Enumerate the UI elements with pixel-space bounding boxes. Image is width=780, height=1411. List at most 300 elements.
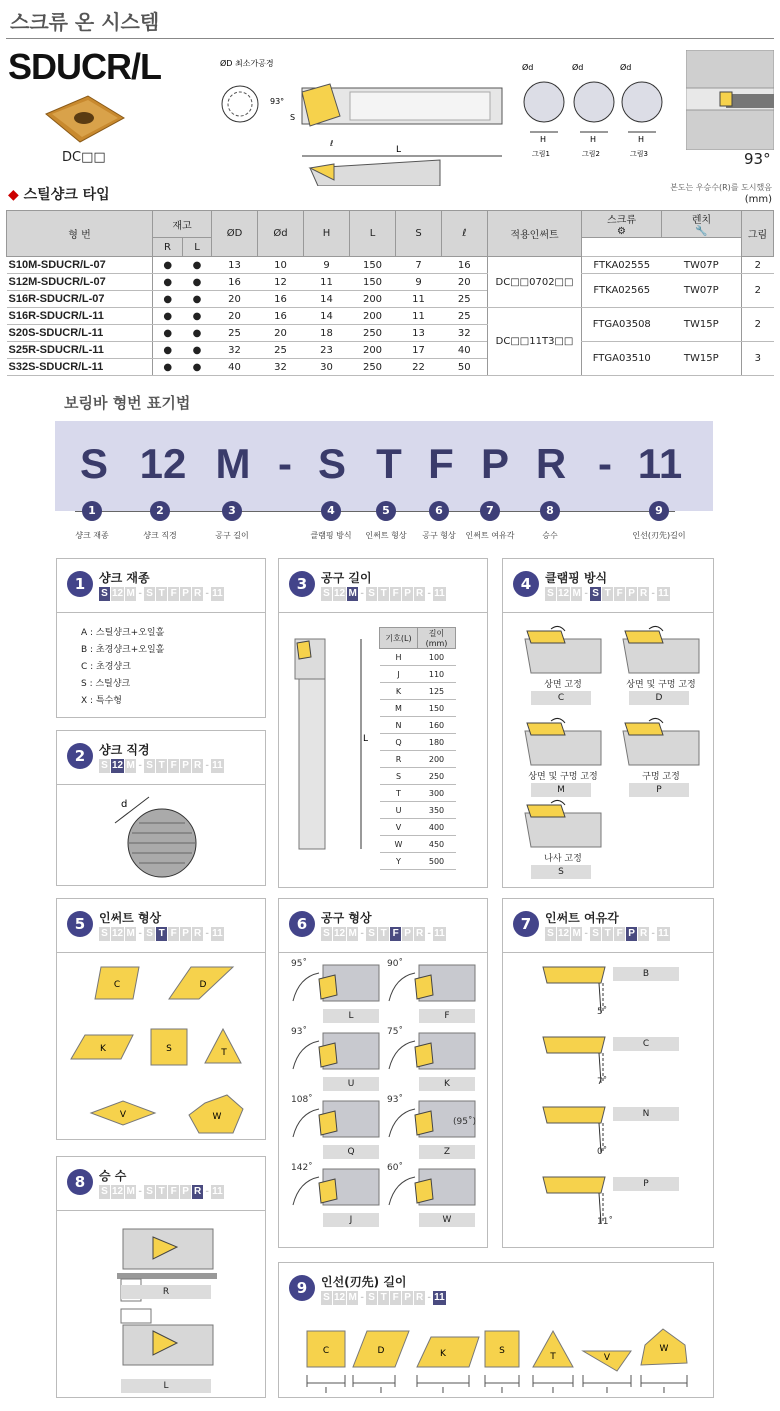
cell-d: 10 [258, 257, 304, 274]
tool-shape-angle2: (95˚) [453, 1117, 476, 1127]
mini-char: - [205, 1186, 209, 1197]
length-code: T [380, 785, 418, 802]
mini-char: - [205, 928, 209, 939]
mini-char: - [584, 928, 588, 939]
cell-model: S25R-SDUCR/L-11 [7, 342, 153, 359]
mini-char: 12 [334, 928, 346, 939]
tool-shape-code: U [323, 1077, 379, 1091]
length-value: 125 [418, 683, 456, 700]
length-value: 450 [418, 836, 456, 853]
length-value: 100 [418, 649, 456, 666]
mini-char: 11 [434, 1292, 445, 1303]
cell-L: 200 [350, 291, 396, 308]
L-label: L [396, 145, 402, 155]
clamp-drawing [619, 625, 703, 675]
cell-L: 200 [350, 342, 396, 359]
clamp-code: P [629, 783, 689, 797]
mini-char: S [366, 587, 377, 601]
th-L: L [350, 211, 396, 257]
fig3-label: 그림3 [630, 150, 648, 158]
length-row [380, 768, 456, 785]
tool-shape-code: F [419, 1009, 475, 1023]
od-label-1: Ød [522, 63, 534, 72]
cell-d: 16 [258, 291, 304, 308]
mini-char: F [390, 1291, 401, 1305]
clamp-code: D [629, 691, 689, 705]
cell-wrench: TW15P [662, 308, 742, 342]
mini-code [99, 1185, 224, 1199]
mini-char: S [366, 1291, 377, 1305]
cell-D: 32 [212, 342, 258, 359]
cell-S: 7 [396, 257, 442, 274]
step-number: 8 [540, 501, 560, 521]
cell-r: ● [153, 291, 183, 308]
cell-r: ● [153, 308, 183, 325]
mini-char: - [427, 928, 431, 939]
mini-char: - [584, 588, 588, 599]
clearance-angle: 0˚ [597, 1147, 608, 1157]
mini-char: F [614, 927, 625, 941]
length-row [380, 853, 456, 870]
th-D: ØD [212, 211, 258, 257]
length-code: W [380, 836, 418, 853]
mini-char: S [144, 759, 155, 773]
th-fig: 그림 [742, 211, 774, 257]
code-char: - [598, 440, 612, 487]
step-number: 3 [222, 501, 242, 521]
cell-d: 12 [258, 274, 304, 291]
length-value: 110 [418, 666, 456, 683]
page-header: 스크류 온 시스템 [10, 10, 160, 34]
mini-char: 11 [434, 928, 445, 939]
length-code: R [380, 751, 418, 768]
length-code: U [380, 802, 418, 819]
length-row [380, 683, 456, 700]
mini-char: 12 [558, 588, 570, 599]
mini-char: - [138, 760, 142, 771]
cell-S: 17 [396, 342, 442, 359]
mini-char: R [416, 928, 424, 939]
section-title: 스틸샹크 타입 [23, 187, 110, 203]
cell-wrench: TW07P [662, 274, 742, 308]
clamp-code: S [531, 865, 591, 879]
cell-model: S12M-SDUCR/L-07 [7, 274, 153, 291]
edge-shape-label: C [322, 1346, 330, 1356]
length-code: H [380, 649, 418, 666]
p5-shape-6: W [212, 1112, 222, 1122]
tool-length-drawing [287, 629, 377, 859]
insert-shapes [57, 955, 265, 1135]
length-value: 300 [418, 785, 456, 802]
cell-l: ● [183, 359, 212, 376]
code-char: R [535, 440, 567, 487]
length-row [380, 836, 456, 853]
cell-D: 13 [212, 257, 258, 274]
cell-L: 150 [350, 257, 396, 274]
table-row [7, 342, 774, 359]
length-row [380, 666, 456, 683]
code-char: - [278, 440, 292, 487]
clamp-label: 구멍 고정 [642, 772, 680, 782]
code-char: P [480, 440, 510, 487]
code-char: 12 [139, 440, 187, 487]
mini-char: M [348, 928, 357, 939]
section-bullet-icon: ◆ [8, 187, 19, 203]
mini-char: R [640, 588, 648, 599]
main-angle: 93° [744, 150, 771, 168]
clamp-label: 상면 고정 [544, 680, 582, 690]
cell-l: ● [183, 308, 212, 325]
step-number: 5 [376, 501, 396, 521]
h-label-2: H [590, 135, 597, 144]
th-screw [582, 211, 662, 238]
length-value: 150 [418, 700, 456, 717]
step-label: 클램핑 방식 [310, 531, 352, 540]
mini-char: 11 [658, 928, 669, 939]
cell-d: 25 [258, 342, 304, 359]
mini-char: - [205, 760, 209, 771]
mini-char: S [99, 587, 110, 601]
cell-l2: 25 [442, 291, 488, 308]
tool-shape-angle: 95˚ [291, 959, 307, 969]
tool-shape-code: L [323, 1009, 379, 1023]
step-number: 2 [150, 501, 170, 521]
mini-char: S [99, 759, 110, 773]
model-title: SDUCR/L [8, 46, 161, 87]
len-col1: 기호(L) [380, 628, 418, 649]
angle-label: 93° [270, 97, 285, 106]
mini-code [321, 1291, 446, 1305]
cell-l: ● [183, 274, 212, 291]
length-code: N [380, 717, 418, 734]
cell-l: ● [183, 257, 212, 274]
step-number: 1 [82, 501, 102, 521]
tool-shape-code: W [419, 1213, 475, 1227]
cell-L: 250 [350, 359, 396, 376]
length-value: 400 [418, 819, 456, 836]
mini-code [99, 927, 224, 941]
mini-char: M [126, 760, 135, 771]
header-divider [6, 38, 774, 39]
mini-char: P [180, 587, 191, 601]
mini-char: 11 [212, 588, 223, 599]
clamp-label: 나사 고정 [544, 854, 582, 864]
l-label: ℓ [330, 139, 334, 148]
panel-shank-material [56, 558, 266, 718]
clamp-code: C [531, 691, 591, 705]
mini-char: M [348, 1292, 357, 1303]
length-value: 500 [418, 853, 456, 870]
tool-shape-angle: 108˚ [291, 1095, 313, 1105]
clearance-angle: 11˚ [597, 1217, 613, 1227]
cell-fig: 2 [742, 274, 774, 308]
p5-shape-5: V [119, 1110, 127, 1120]
cell-l: ● [183, 325, 212, 342]
edge-shape-label: W [659, 1344, 669, 1354]
mini-char: 11 [434, 588, 445, 599]
cell-L: 200 [350, 308, 396, 325]
cell-S: 9 [396, 274, 442, 291]
cell-H: 30 [304, 359, 350, 376]
step-label: 승수 [542, 531, 558, 540]
cell-insert: DC□□0702□□ [488, 257, 582, 308]
insert-photo [38, 92, 128, 148]
p5-shape-2: K [100, 1044, 106, 1054]
length-row [380, 700, 456, 717]
tool-shape-angle: 60˚ [387, 1163, 403, 1173]
th-S: S [396, 211, 442, 257]
cell-S: 22 [396, 359, 442, 376]
th-wrench [662, 211, 742, 238]
L-length-label: L [363, 734, 369, 744]
tool-shape-angle: 142˚ [291, 1163, 313, 1173]
cell-model: S32S-SDUCR/L-11 [7, 359, 153, 376]
p7-num: 7 [513, 911, 539, 937]
mini-char: 11 [658, 588, 669, 599]
mini-char: S [366, 927, 377, 941]
tool-shape-angle: 90˚ [387, 959, 403, 969]
mini-char: F [168, 927, 179, 941]
cell-H: 9 [304, 257, 350, 274]
th-r: R [153, 238, 183, 257]
cell-insert: DC□□11T3□□ [488, 308, 582, 376]
code-char: 11 [637, 440, 683, 487]
unit-label: (mm) [744, 194, 772, 205]
mini-char: T [156, 759, 167, 773]
mini-char: - [360, 588, 364, 599]
mini-char: 12 [334, 588, 346, 599]
length-value: 250 [418, 768, 456, 785]
code-char: T [376, 440, 402, 487]
p9-num: 9 [289, 1275, 315, 1301]
mini-char: S [321, 1291, 332, 1305]
cell-l2: 16 [442, 257, 488, 274]
cell-d: 32 [258, 359, 304, 376]
th-model: 형 번 [7, 211, 153, 257]
length-row [380, 785, 456, 802]
shank-material-list [81, 625, 164, 710]
th-stock: 재고 [153, 211, 212, 238]
mini-char: T [378, 1291, 389, 1305]
mini-char: F [614, 587, 625, 601]
od-label-3: Ød [620, 63, 632, 72]
notation-title: 보링바 형번 표기법 [64, 394, 191, 412]
shank-material-item: B : 초경샹크+오일홀 [81, 645, 165, 655]
mini-char: S [590, 927, 601, 941]
mini-char: S [99, 927, 110, 941]
s-label: S [290, 113, 296, 122]
th-insert: 적용인써트 [488, 211, 582, 257]
p2-title: 샹크 직경 [99, 743, 150, 757]
p8-title: 승 수 [99, 1169, 127, 1183]
p1-title: 샹크 재종 [99, 571, 150, 585]
hand-drawings [57, 1213, 265, 1393]
cell-l: ● [183, 291, 212, 308]
clearance-code: C [613, 1037, 679, 1051]
mini-char: S [144, 927, 155, 941]
mini-char: - [651, 588, 655, 599]
cell-S: 13 [396, 325, 442, 342]
mini-char: F [168, 759, 179, 773]
cell-l2: 32 [442, 325, 488, 342]
hand-L: L [121, 1379, 211, 1393]
th-l-stock: L [183, 238, 212, 257]
length-row [380, 649, 456, 666]
d-label: d [121, 799, 128, 810]
mini-char: P [402, 927, 413, 941]
cell-screw: FTGA03510 [582, 342, 662, 376]
mini-code [99, 587, 224, 601]
mini-char: S [321, 927, 332, 941]
edge-shape-label: V [603, 1353, 611, 1363]
cell-l2: 25 [442, 308, 488, 325]
tool-shape-angle: 93˚ [387, 1095, 403, 1105]
tool-drawing [210, 56, 510, 186]
fig1-label: 그림1 [532, 150, 550, 158]
step-label: 인써트 형상 [365, 531, 407, 540]
p9-title: 인선(刃先) 길이 [321, 1275, 407, 1289]
clamp-label: 상면 및 구멍 고정 [626, 680, 696, 690]
mini-char: F [168, 587, 179, 601]
step-label: 샹크 직경 [143, 531, 177, 540]
mini-char: - [360, 1292, 364, 1303]
cell-r: ● [153, 325, 183, 342]
length-value: 350 [418, 802, 456, 819]
step-number: 4 [321, 501, 341, 521]
shank-material-item: S : 스틸샹크 [81, 679, 131, 689]
cell-screw: FTKA02565 [582, 274, 662, 308]
mini-char: T [156, 587, 167, 601]
mini-char: T [602, 587, 613, 601]
p5-num: 5 [67, 911, 93, 937]
edge-length-l: l [662, 1386, 666, 1395]
clamp-drawing [521, 625, 605, 675]
length-code: S [380, 768, 418, 785]
cell-screw: FTKA02555 [582, 257, 662, 274]
mini-char: - [138, 1186, 142, 1197]
p6-title: 공구 형상 [321, 911, 372, 925]
mini-char: M [572, 588, 581, 599]
panel-clearance-angle [502, 898, 714, 1248]
tool-shape-code: Q [323, 1145, 379, 1159]
len-col2: 길이(mm) [418, 628, 456, 649]
p4-title: 클램핑 방식 [545, 571, 608, 585]
cell-D: 40 [212, 359, 258, 376]
mini-char: - [138, 928, 142, 939]
spec-table [6, 210, 774, 376]
mini-char: R [194, 760, 202, 771]
code-char: S [317, 440, 347, 487]
length-code: K [380, 683, 418, 700]
application-view [686, 50, 774, 150]
cell-model: S20S-SDUCR/L-11 [7, 325, 153, 342]
mini-char: S [321, 587, 332, 601]
steel-shank-section [8, 184, 110, 204]
clearance-code: N [613, 1107, 679, 1121]
mini-char: - [360, 928, 364, 939]
code-char: F [428, 440, 454, 487]
cell-fig: 3 [742, 342, 774, 376]
step-label: 공구 형상 [422, 531, 456, 540]
p3-num: 3 [289, 571, 315, 597]
cell-D: 25 [212, 325, 258, 342]
mini-char: 11 [212, 928, 223, 939]
edge-length-l: l [324, 1386, 328, 1395]
step-number: 6 [429, 501, 449, 521]
panel-cutting-edge-length [278, 1262, 714, 1398]
mini-code [321, 927, 446, 941]
tool-shape-code: J [323, 1213, 379, 1227]
cell-fig: 2 [742, 308, 774, 342]
note-text: 본도는 우승수(R)를 도시했음 [670, 183, 772, 192]
mini-char: P [402, 587, 413, 601]
mini-char: 11 [212, 1186, 223, 1197]
mini-char: S [545, 927, 556, 941]
h-label-1: H [540, 135, 547, 144]
end-views [512, 60, 670, 160]
mini-char: - [138, 588, 142, 599]
cell-H: 14 [304, 308, 350, 325]
length-row [380, 717, 456, 734]
p5-shape-4: T [221, 1048, 227, 1058]
cell-H: 11 [304, 274, 350, 291]
step-label: 인써트 여유각 [465, 531, 515, 540]
mini-char: F [390, 927, 401, 941]
edge-length-l: l [441, 1386, 445, 1395]
panel-clamping [502, 558, 714, 888]
p5-title: 인써트 형상 [99, 911, 162, 925]
step-number: 7 [480, 501, 500, 521]
length-code: Q [380, 734, 418, 751]
length-value: 160 [418, 717, 456, 734]
mini-char: S [545, 587, 556, 601]
mini-char: S [144, 587, 155, 601]
panel-insert-shape [56, 898, 266, 1140]
edge-length-l: l [379, 1386, 383, 1395]
mini-code [545, 587, 670, 601]
mini-char: S [144, 1185, 155, 1199]
p5-shape-1: D [199, 980, 207, 990]
cell-l2: 50 [442, 359, 488, 376]
tool-shape-code: K [419, 1077, 475, 1091]
p2-num: 2 [67, 743, 93, 769]
p5-shape-0: C [113, 980, 121, 990]
clearance-code: B [613, 967, 679, 981]
length-code: V [380, 819, 418, 836]
mini-char: P [180, 1185, 191, 1199]
code-char: S [79, 440, 109, 487]
mini-char: T [156, 1185, 167, 1199]
cell-L: 150 [350, 274, 396, 291]
mini-char: M [348, 588, 357, 599]
step-label: 공구 길이 [215, 531, 249, 540]
tool-shape-angle: 93˚ [291, 1027, 307, 1037]
cell-H: 14 [304, 291, 350, 308]
length-code: J [380, 666, 418, 683]
step-number: 9 [649, 501, 669, 521]
cell-L: 250 [350, 325, 396, 342]
shank-diameter-drawing [97, 793, 227, 883]
tool-shape-code: Z [419, 1145, 475, 1159]
p6-num: 6 [289, 911, 315, 937]
mini-char: T [602, 927, 613, 941]
cell-wrench: TW07P [662, 257, 742, 274]
length-value: 200 [418, 751, 456, 768]
cell-wrench: TW15P [662, 342, 742, 376]
mini-char: M [126, 588, 135, 599]
p1-num: 1 [67, 571, 93, 597]
length-table [379, 627, 456, 870]
